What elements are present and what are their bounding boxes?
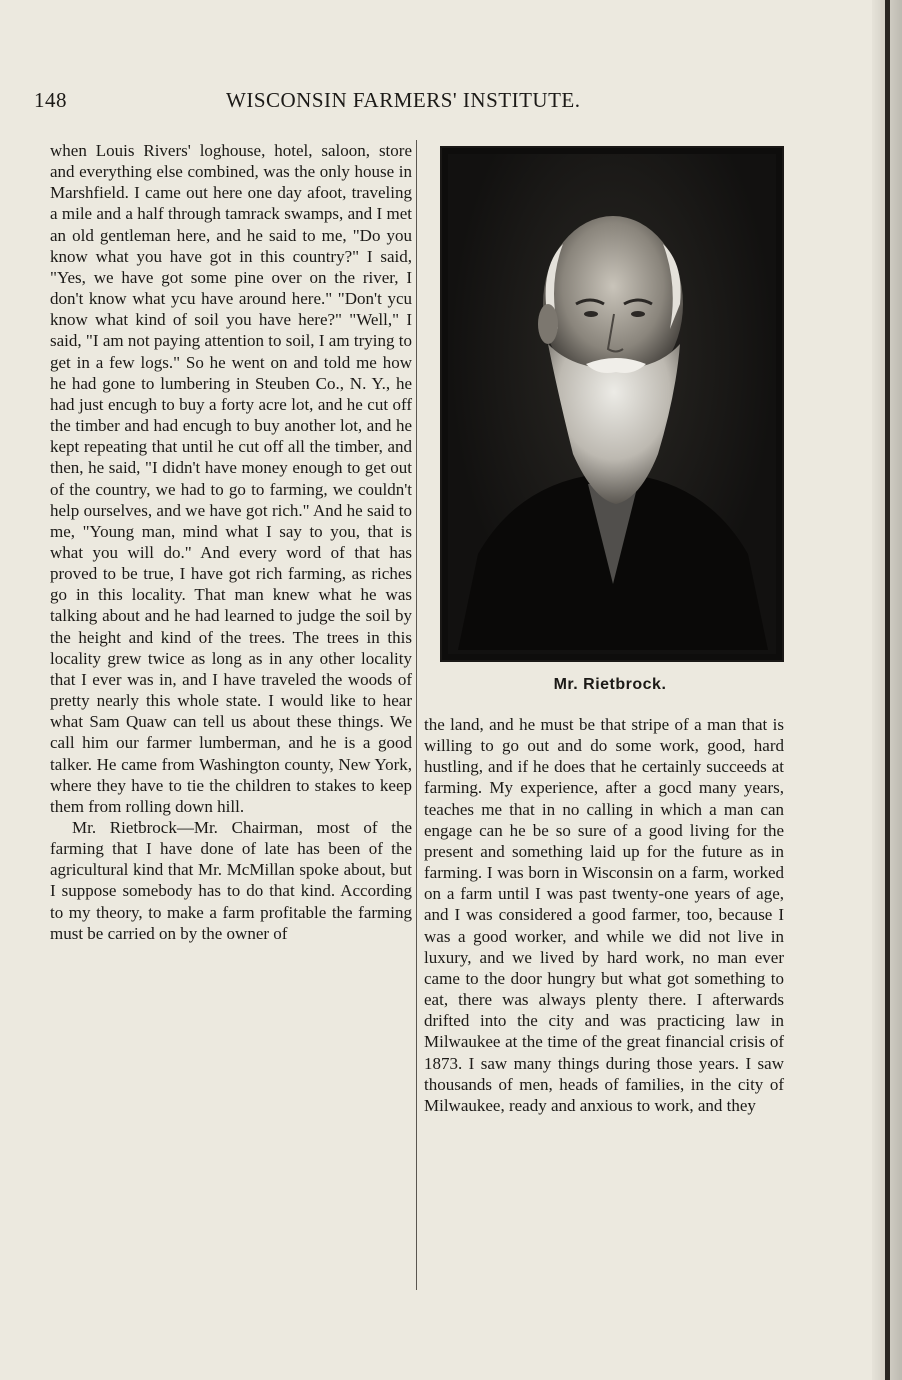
figure-caption: Mr. Rietbrock.: [553, 676, 667, 693]
left-column: [50, 140, 412, 944]
paragraph-left-2: Mr. Rietbrock—Mr. Chairman, most of the farming that I have done of late has been of the agricultural kind that Mr. McMillan spoke about, but I suppose somebody has to do that kind. According to my theory, to make a farm profitable the farming must be carried on by the owner of: [50, 818, 412, 943]
running-head: WISCONSIN FARMERS' INSTITUTE.: [226, 88, 581, 112]
paragraph-right-1: the land, and he must be that stripe of a man that is willing to go out and do some work, good, hard hustling, and if he does that he certainly succeeds at farming. My experience, after a gocd many years, teaches me that in no calling in which a man can engage can he be so sure of a good living for the present and something laid up for the future as in farming. I was born in Wisconsin on a farm, worked on a farm until I was past twenty-one years of age, and I was considered a good farmer, too, because I was a good worker, and while we did not live in luxury, and we lived by hard work, no man ever came to the door hungry but what got something to eat, there was always plenty there. I afterwards drifted into the city and was practicing law in Milwaukee at the time of the great financial crisis of 1873. I saw many things during those years. I saw thousands of men, heads of families, in the city of Milwaukee, ready and anxious to work, and they: [424, 715, 784, 1115]
portrait-image: [448, 154, 776, 654]
page-header: [34, 88, 604, 118]
right-column: [424, 714, 784, 1116]
page-edge-line: [885, 0, 890, 1380]
portrait-photo: [440, 146, 784, 662]
column-divider: [416, 140, 417, 1290]
portrait-illustration: [448, 154, 772, 650]
page-number: 148: [34, 88, 67, 112]
paragraph-left-1: when Louis Rivers' loghouse, hotel, saloon, store and everything else combined, was the only house in Marshfield. I came out here one day afoot, traveling a mile and a half through tamrack swamps, and I met an old gentleman here, and he said to me, "Do you know what you have got in this country?" I said, "Yes, we have got some pine over on the river, I don't know what ycu have around here." "Don't ycu know what kind of soil you have here?" "Well," I said, "I am not paying attention to soil, I am trying to get in a few logs." So he went on and told me how he had gone to lumbering in Steuben Co., N. Y., he had just encugh to buy a forty acre lot, and he cut off the timber and had encugh to buy another lot, and he kept repeating that until he cut off all the timber, and then, he said, "I didn't have money enough to get out of the country, we had to go to farming, we couldn't help ourselves, and we have got rich." And he said to me, "Young man, mind what I say to you, that is what you will do." And every word of that has proved to be true, I have got rich farming, as riches go in this locality. That man knew what he was talking about and he had learned to judge the soil by the height and kind of the trees. The trees in this locality grew twice as long as in any other locality that I ever was in, and I have traveled the woods of pretty nearly this whole state. I would like to hear what Sam Quaw can tell us about these things. We call him our farmer lumberman, and he is a good talker. He came from Washington county, New York, where they have to tie the children to stakes to keep them from rolling down hill.: [50, 141, 412, 816]
